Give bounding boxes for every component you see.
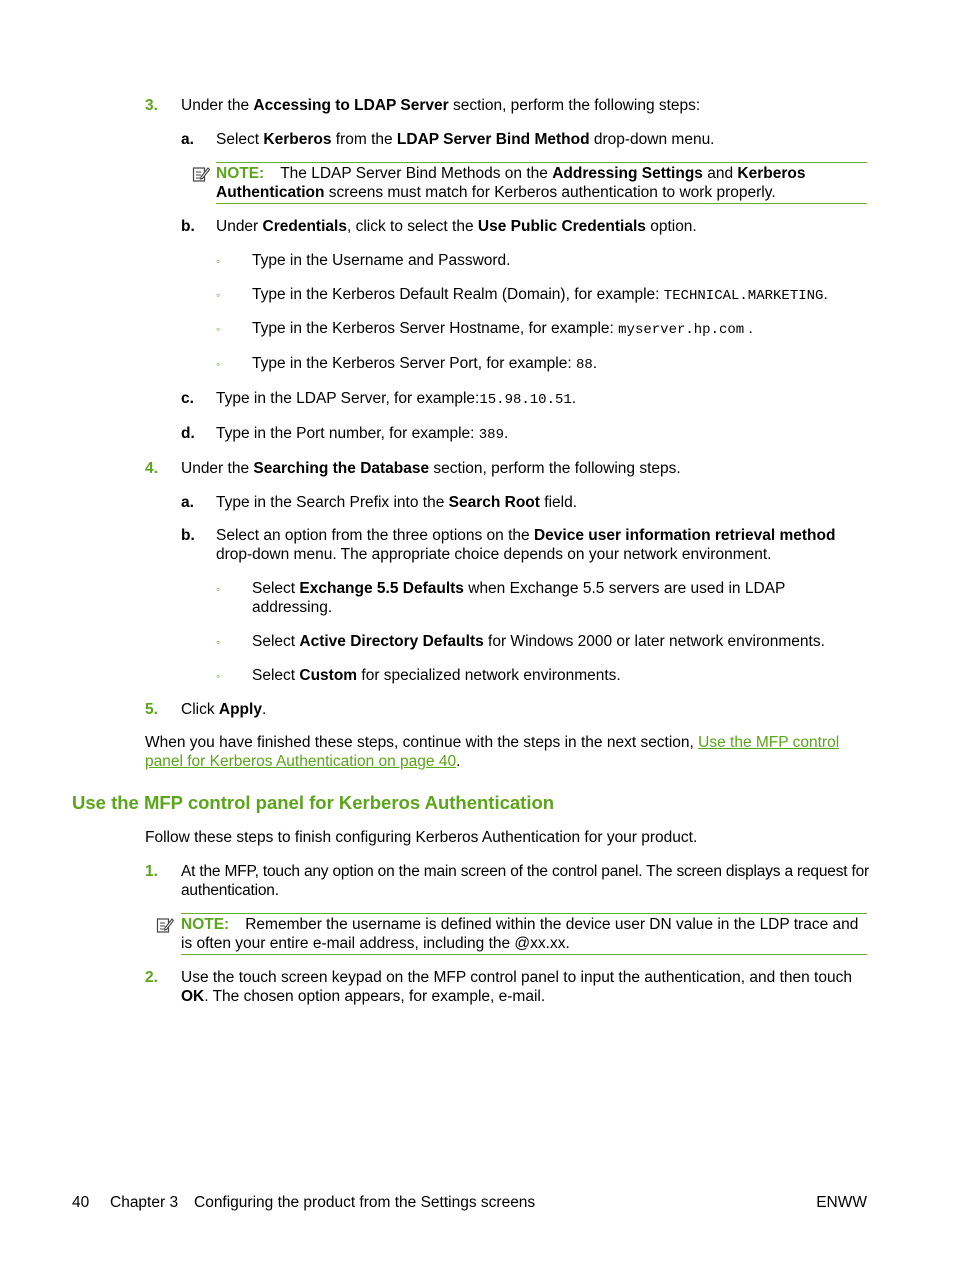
text: Type in the Kerberos Server Port, for example: [252,355,576,372]
bullet-text [252,354,597,375]
note-label: NOTE: [181,916,230,933]
step-number: 3. [145,97,158,114]
step-number: 5. [145,701,158,718]
code-text: myserver.hp.com [618,322,745,338]
text: Use the touch screen keypad on the MFP control panel to input the authentication, and then touch [181,969,852,986]
bullet: ◦ [216,635,221,649]
text: . [592,355,598,372]
text: Type in the Port number, for example: [216,425,479,442]
substep-letter: b. [181,218,195,235]
text: screens must match for Kerberos authentication to work properly. [324,184,776,201]
text: . [744,320,753,337]
text: drop-down menu. [589,131,715,148]
text: section, perform the following steps. [429,460,681,477]
note-label: NOTE: [216,165,265,182]
text: . [571,390,577,407]
bold-text: Apply [218,701,262,718]
note-icon [192,165,210,183]
bullet-text [252,666,872,685]
text: section, perform the following steps: [448,97,701,114]
section-link[interactable]: Use the MFP control panel for Kerberos Authentication on page 40 [145,734,840,770]
text: Under the [181,97,254,114]
text: Under the [181,460,254,477]
substep-text [216,526,867,564]
text: The LDAP Server Bind Methods on the [280,165,553,182]
bold-text: Custom [299,667,358,684]
finish-paragraph [145,733,870,771]
text: field. [539,494,578,511]
step-text [181,968,869,1006]
substep-letter: a. [181,131,194,148]
bullet: ◦ [216,669,221,683]
note-text [216,164,867,202]
bullet-text [252,632,872,651]
text: Click [181,701,219,718]
text: drop-down menu. The appropriate choice depends on your network environment. [216,546,772,563]
text: Select an option from the three options on the [216,527,534,544]
chapter-title: Configuring the product from the Settings screens [194,1194,536,1211]
text: . [261,701,267,718]
bold-text: Kerberos Authentication [216,165,806,201]
bullet-text [252,579,852,617]
bullet: ◦ [216,357,221,371]
bullet-text [252,285,828,306]
section-intro: Follow these steps to finish configuring Kerberos Authentication for your product. [145,829,698,846]
bold-text: Credentials [262,218,347,235]
substep-text [216,389,576,410]
text: Select [252,633,300,650]
bold-text: Exchange 5.5 Defaults [299,580,464,597]
substep-letter: d. [181,425,195,442]
text: from the [331,131,397,148]
step-text: At the MFP, touch any option on the main screen of the control panel. The screen displays a request for authentication. [181,863,869,899]
bullet: ◦ [216,288,221,302]
chapter-label: Chapter 3 [110,1194,179,1211]
substep-text [216,424,508,445]
bold-text: Kerberos [263,131,332,148]
text: Select [252,667,300,684]
note-icon [156,916,174,934]
step-text [181,459,871,478]
text: Select [216,131,264,148]
text: . [456,753,461,770]
substep-text [216,130,876,149]
bold-text: Active Directory Defaults [299,633,484,650]
bold-text: Device user information retrieval method [533,527,836,544]
bullet: ◦ [216,322,221,336]
bold-text: Accessing to LDAP Server [253,97,449,114]
text: Type in the Kerberos Default Realm (Domain), for example: [252,286,664,303]
text: , click to select the [346,218,478,235]
bold-text: Search Root [448,494,540,511]
step-number: 2. [145,969,158,986]
note-text [181,915,867,953]
text: Type in the Kerberos Server Hostname, for example: [252,320,619,337]
bold-text: LDAP Server Bind Method [396,131,590,148]
bullet: ◦ [216,254,221,268]
bold-text: Use Public Credentials [477,218,646,235]
text: Under [216,218,263,235]
code-text: 88 [575,357,593,373]
text: . The chosen option appears, for example, e-mail. [204,988,546,1005]
substep-text [216,493,876,512]
bold-text: Addressing Settings [552,165,703,182]
page-number: 40 [72,1194,90,1211]
text: Remember the username is defined within the device user DN value in the LDP trace and is often your entire e-mail address, including the @xx.xx. [181,916,859,952]
text: . [823,286,828,303]
code-text: 389 [478,427,504,443]
text: when Exchange 5.5 servers are used in LDAP addressing. [252,580,786,616]
bullet-text [252,319,753,340]
text: Select [252,580,300,597]
step-number: 4. [145,460,158,477]
bullet: ◦ [216,582,221,596]
text: and [702,165,738,182]
text: Type in the LDAP Server, for example: [216,390,480,407]
text: for specialized network environments. [357,667,621,684]
text: Type in the Search Prefix into the [216,494,449,511]
text: for Windows 2000 or later network environments. [483,633,825,650]
substep-text [216,217,876,236]
footer-right: ENWW [816,1194,867,1211]
substep-letter: a. [181,494,194,511]
text: . [504,425,509,442]
section-heading: Use the MFP control panel for Kerberos Authentication [72,792,555,813]
bold-text: OK [181,988,205,1005]
step-number: 1. [145,863,158,880]
code-text: 15.98.10.51 [479,392,572,408]
bold-text: Searching the Database [253,460,430,477]
step-text [181,96,871,115]
substep-letter: c. [181,390,194,407]
text: When you have finished these steps, continue with the steps in the next section, [145,734,699,751]
code-text: TECHNICAL.MARKETING [663,288,824,304]
substep-letter: b. [181,527,195,544]
step-text [181,700,266,719]
bullet-text: Type in the Username and Password. [252,252,511,269]
text: option. [645,218,697,235]
